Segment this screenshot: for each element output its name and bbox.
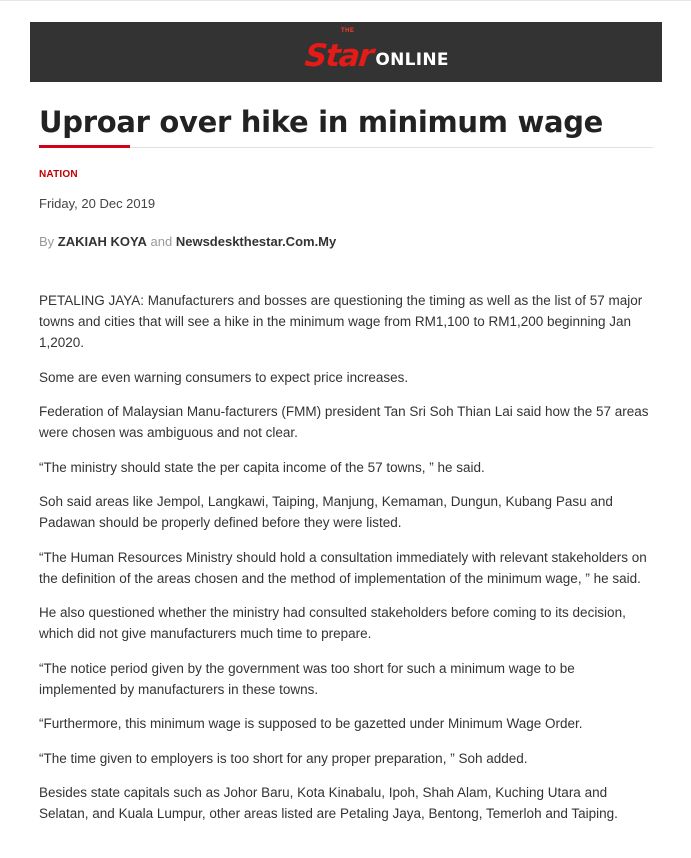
- article-paragraph: PETALING JAYA: Manufacturers and bosses are questioning the timing as well as the list of 57 major towns and cities that will see a hike in the minimum wage from RM1,100 to RM1,200 beginning Jan 1,2020.: [39, 293, 643, 350]
- article-paragraph: “Furthermore, this minimum wage is supposed to be gazetted under Minimum Wage Order.: [39, 716, 583, 731]
- byline: [39, 234, 336, 249]
- article-paragraph: Federation of Malaysian Manu-facturers (FMM) president Tan Sri Soh Thian Lai said how the 57 areas were chosen was ambiguous and not clear.: [39, 404, 649, 440]
- headline-divider: [39, 147, 653, 148]
- top-divider: [0, 0, 691, 1]
- category-link[interactable]: NATION: [39, 169, 78, 180]
- masthead: [30, 22, 662, 82]
- article-paragraph: Some are even warning consumers to expect price increases.: [39, 369, 409, 385]
- byline-prefix: By: [39, 234, 55, 249]
- logo-star-text: Star: [303, 38, 375, 74]
- article-paragraph: “The time given to employers is too short for any proper preparation, ” Soh added.: [39, 750, 528, 766]
- publish-date: Friday, 20 Dec 2019: [39, 196, 156, 211]
- author-name[interactable]: Newsdeskthestar.Com.My: [175, 234, 337, 249]
- article-paragraph: “The ministry should state the per capita income of the 57 towns, ” he said.: [39, 459, 485, 475]
- byline-joiner: and: [150, 234, 173, 249]
- article-paragraph: “The Human Resources Ministry should hold a consultation immediately with relevant stakeholders on the definition of the areas chosen and the method of implementation of the minimum wage, ” he said.: [39, 549, 647, 586]
- headline-accent-bar: [39, 145, 130, 148]
- site-logo[interactable]: [305, 28, 449, 76]
- author-name[interactable]: ZAKIAH KOYA: [57, 234, 147, 249]
- logo-online-text: ONLINE: [375, 50, 449, 70]
- article-headline: Uproar over hike in minimum wage: [39, 105, 604, 139]
- article-body: [39, 290, 653, 838]
- article-paragraph: “The notice period given by the government was too short for such a minimum wage to be implemented by manufacturers in these towns.: [39, 660, 575, 697]
- logo-the-text: THE: [341, 28, 355, 34]
- article-paragraph: Soh said areas like Jempol, Langkawi, Taiping, Manjung, Kemaman, Dungun, Kubang Pasu and Padawan should be properly defined before they were listed.: [39, 494, 613, 530]
- article-paragraph: Besides state capitals such as Johor Baru, Kota Kinabalu, Ipoh, Shah Alam, Kuching Utara and Selatan, and Kuala Lumpur, other areas listed are Petaling Jaya, Bentong, Temerloh and Taiping.: [39, 785, 618, 821]
- article-paragraph: He also questioned whether the ministry had consulted stakeholders before coming to its decision, which did not give manufacturers much time to prepare.: [39, 605, 626, 641]
